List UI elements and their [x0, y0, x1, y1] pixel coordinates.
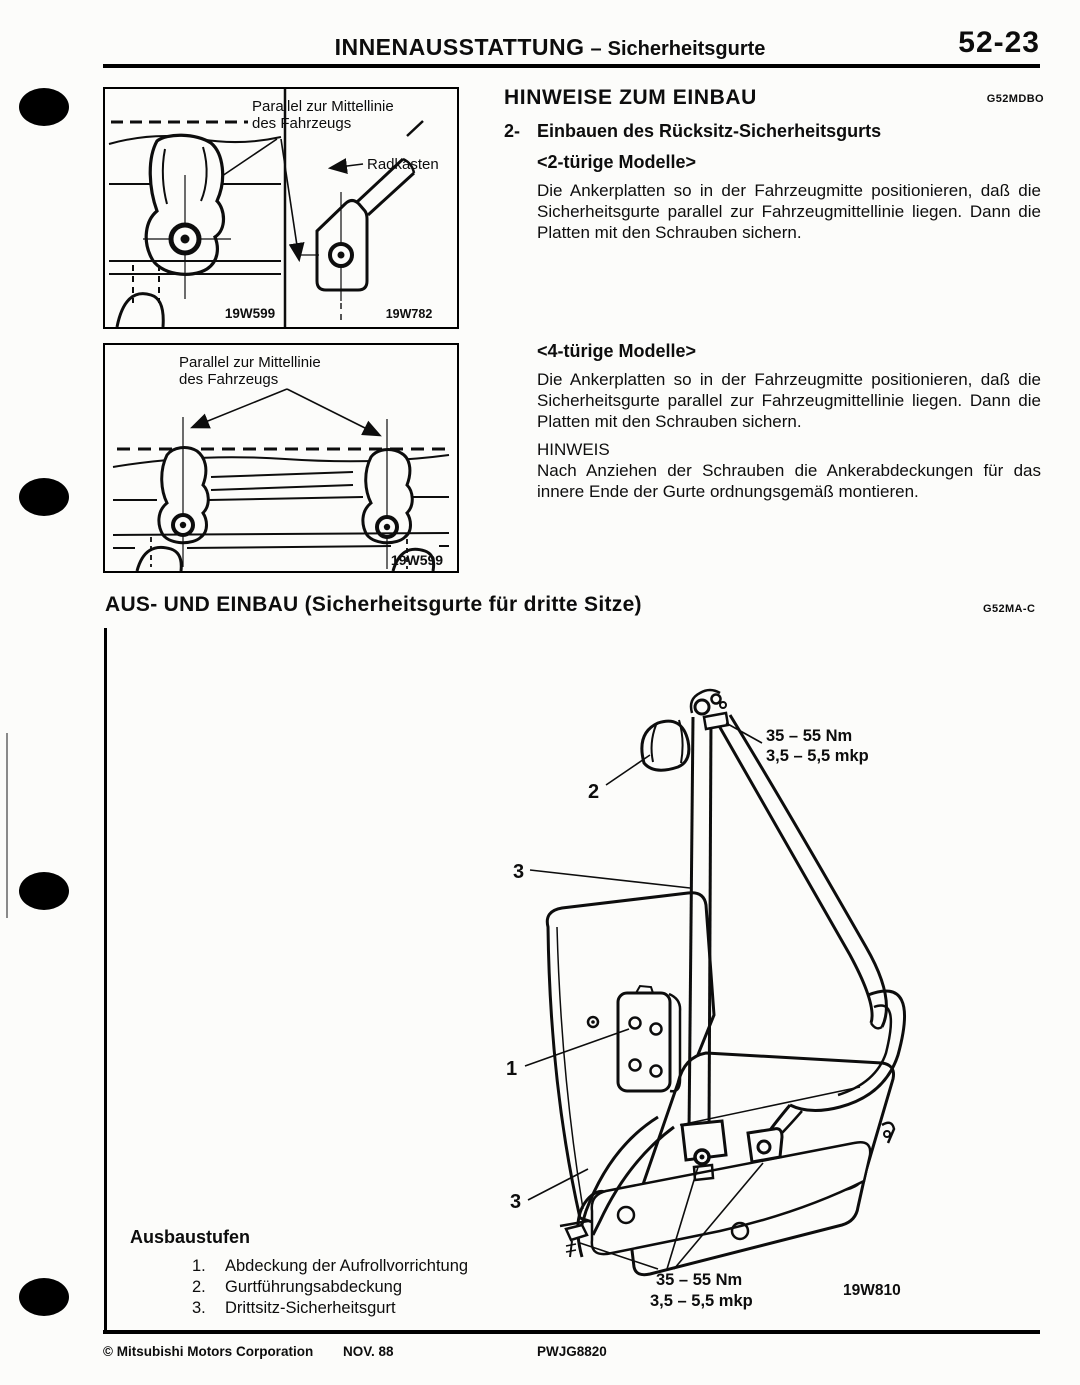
torque-bottom-line2: 3,5 – 5,5 mkp	[650, 1292, 753, 1310]
torque-bottom-line1: 35 – 55 Nm	[656, 1271, 743, 1289]
footer-copyright: © Mitsubishi Motors Corporation	[103, 1344, 314, 1359]
step-title: Einbauen des Rücksitz-Sicherheitsgurts	[537, 121, 882, 141]
four-door-subhead: <4-türige Modelle>	[537, 341, 697, 361]
ausbau-title: AUS- UND EINBAU (Sicherheitsgurte für dritte Sitze)	[105, 593, 642, 616]
fig1-code-right: 19W782	[385, 307, 433, 321]
torque-top-line2: 3,5 – 5,5 mkp	[766, 747, 869, 765]
figure-two-door	[103, 87, 459, 329]
removal-steps	[130, 1227, 550, 1319]
third-seat-belt-diagram	[430, 655, 1000, 1325]
note-paragraph: Nach Anziehen der Schrauben die Ankerabdeckungen für das innere Ende der Gurte ordnungsgemäß montieren.	[537, 461, 1041, 501]
header-title: INNENAUSSTATTUNG	[334, 34, 585, 60]
fig1-caption-line2: des Fahrzeugs	[252, 115, 352, 132]
callout-2: 2	[588, 781, 600, 803]
hinweise-code: G52MDBO	[986, 93, 1044, 105]
footer-date: NOV. 88	[343, 1344, 394, 1359]
list-item	[192, 1277, 550, 1298]
figure-two-door-illustration	[105, 89, 457, 327]
fig2-caption-line2: des Fahrzeugs	[179, 371, 279, 388]
hinweise-four-door-section	[504, 341, 1044, 502]
punch-hole	[19, 872, 69, 910]
header-rule	[103, 64, 1040, 68]
list-item-label: Gurtführungsabdeckung	[225, 1278, 403, 1296]
list-item-label: Drittsitz-Sicherheitsgurt	[225, 1299, 396, 1317]
header-dash: –	[590, 38, 602, 60]
diagram-left-border	[104, 628, 107, 1332]
list-item-label: Abdeckung der Aufrollvorrichtung	[225, 1257, 469, 1275]
torque-top-line1: 35 – 55 Nm	[766, 727, 853, 745]
punch-hole	[19, 1278, 69, 1316]
fig2-caption-line1: Parallel zur Mittellinie	[179, 354, 321, 371]
two-door-paragraph: Die Ankerplatten so in der Fahrzeugmitte positionieren, daß die Sicherheitsgurte parallel zur Fahrzeugmittellinie liegen. Dann die Platten mit den Schrauben sichern.	[537, 181, 1041, 242]
four-door-paragraph: Die Ankerplatten so in der Fahrzeugmitte positionieren, daß die Sicherheitsgurte parallel zur Fahrzeugmittellinie liegen. Dann die Platten mit den Schrauben sichern.	[537, 370, 1041, 431]
note-label: HINWEIS	[537, 440, 610, 459]
scan-artifact	[6, 733, 8, 918]
step-number: 2-	[504, 121, 521, 141]
hinweise-title: HINWEISE ZUM EINBAU	[504, 86, 757, 109]
callout-1: 1	[506, 1058, 518, 1080]
removal-steps-title: Ausbaustufen	[130, 1227, 251, 1247]
footer-doc-code: PWJG8820	[537, 1344, 607, 1359]
punch-hole	[19, 88, 69, 126]
callout-3-upper: 3	[513, 861, 525, 883]
list-item-number: 1.	[192, 1257, 206, 1275]
figure-four-door	[103, 343, 459, 573]
fig1-caption-line1: Parallel zur Mittellinie	[252, 98, 394, 115]
list-item	[192, 1256, 550, 1277]
ausbau-code: G52MA-C	[983, 603, 1036, 615]
page-number: 52-23	[958, 26, 1040, 59]
callout-3-lower: 3	[510, 1191, 522, 1213]
list-item	[192, 1298, 550, 1319]
footer-rule	[103, 1330, 1040, 1334]
page-header	[180, 34, 920, 61]
header-subtitle: Sicherheitsgurte	[607, 38, 766, 60]
list-item-number: 2.	[192, 1278, 206, 1296]
punch-hole	[19, 478, 69, 516]
diagram-code: 19W810	[843, 1282, 901, 1299]
fig1-radkasten-label: Radkasten	[367, 156, 439, 173]
list-item-number: 3.	[192, 1299, 206, 1317]
fig2-code: 19W599	[390, 552, 444, 568]
hinweise-section	[504, 86, 1044, 243]
figure-four-door-illustration	[105, 345, 457, 571]
fig1-code-left: 19W599	[224, 306, 276, 321]
two-door-subhead: <2-türige Modelle>	[537, 152, 697, 172]
